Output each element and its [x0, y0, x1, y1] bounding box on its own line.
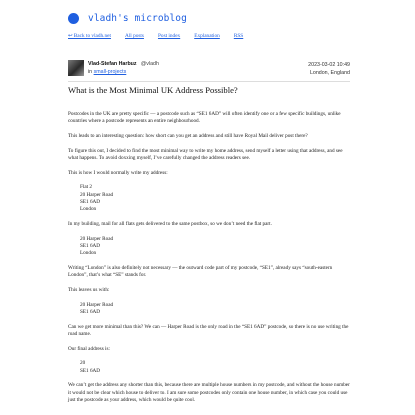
- address-line: London: [80, 206, 97, 213]
- address-block: [80, 236, 350, 258]
- post-meta-right: [308, 61, 350, 77]
- nav-post-index-link[interactable]: Post index: [157, 33, 181, 39]
- post-meta: [68, 60, 350, 78]
- paragraph: In my building, mail for all flats gets delivered to the same postbox, so we don’t need the flat part.: [68, 221, 272, 227]
- site-header: [68, 13, 187, 24]
- author-line: [88, 61, 159, 67]
- paragraph: To figure this out, I decided to find the most minimal way to write my home address, send myself a letter using that address, and see what happens. To avoid doxxing myself, I’ve carefully changed the address readers see.: [68, 147, 343, 161]
- address-line: 20 Harper Road: [80, 301, 114, 308]
- address-line: SE1 6AD: [80, 309, 101, 315]
- address-line: SE1 6AD: [80, 199, 101, 205]
- paragraph: Writing “London” is also definitely not necessary — the outward code part of my postcode, “SE1”, already says “south-eastern London”, that’s what “SE” stands for.: [68, 265, 333, 279]
- paragraph: This is how I would normally write my address:: [68, 169, 168, 176]
- paragraph: We can’t get the address any shorter than this, because there are multiple house numbers in my postcode, and without the house number it would not be clear which house to deliver to. I am sure some postcodes only contain one house number, in which case you could use just the postcode as your address, which would be quite cool.: [68, 382, 350, 403]
- address-line: 20 Harper Road: [80, 191, 114, 198]
- address-line: Flat 2: [80, 184, 92, 191]
- author-handle: @vladh: [140, 61, 159, 67]
- author-name: Vlad-Stefan Harbuz: [88, 61, 137, 67]
- address-block: [80, 360, 350, 375]
- category-link[interactable]: small-projects: [93, 69, 127, 75]
- divider: [68, 81, 350, 82]
- post-content: [68, 111, 350, 412]
- address-block: [80, 302, 350, 317]
- paragraph: Our final address is:: [68, 345, 110, 352]
- nav-all-posts-link[interactable]: All posts: [124, 33, 144, 39]
- address-line: SE1 6AD: [80, 243, 101, 249]
- category-line: [88, 69, 126, 75]
- nav-rss-link[interactable]: RSS: [233, 33, 244, 39]
- address-line: 20 Harper Road: [80, 235, 114, 242]
- logo-dot-icon[interactable]: [68, 13, 79, 24]
- address-block: [80, 184, 350, 214]
- address-line: SE1 6AD: [80, 367, 101, 374]
- paragraph: This leads to an interesting question: how short can you get an address and still have Royal Mail deliver post there?: [68, 133, 308, 139]
- address-line: London: [80, 250, 97, 257]
- nav-back-link[interactable]: ↩ Back to vladh.net: [68, 33, 111, 39]
- post-location: London, England: [309, 70, 350, 76]
- paragraph: Postcodes in the UK are pretty specific — a postcode such as “SE1 6AD” will often identify one or a few specific buildings, unlike countries where a postcode represents an entire neighbourhood.: [68, 111, 341, 125]
- paragraph: Can we get more minimal than this? We can — Harper Road is the only road in the “SE1 6AD” postcode, so there is no use writing the road name.: [68, 323, 349, 337]
- in-label: in: [88, 69, 93, 75]
- site-title[interactable]: vladh's microblog: [88, 13, 187, 24]
- post-title: What is the Most Minimal UK Address Possible?: [68, 85, 238, 95]
- avatar: [68, 60, 84, 76]
- post-date: 2023-03-02 10:49: [308, 62, 350, 68]
- nav-explanation-link[interactable]: Explanation: [194, 33, 220, 39]
- top-nav: [68, 33, 243, 39]
- paragraph: This leaves us with:: [68, 287, 110, 293]
- address-line: 20: [80, 360, 86, 367]
